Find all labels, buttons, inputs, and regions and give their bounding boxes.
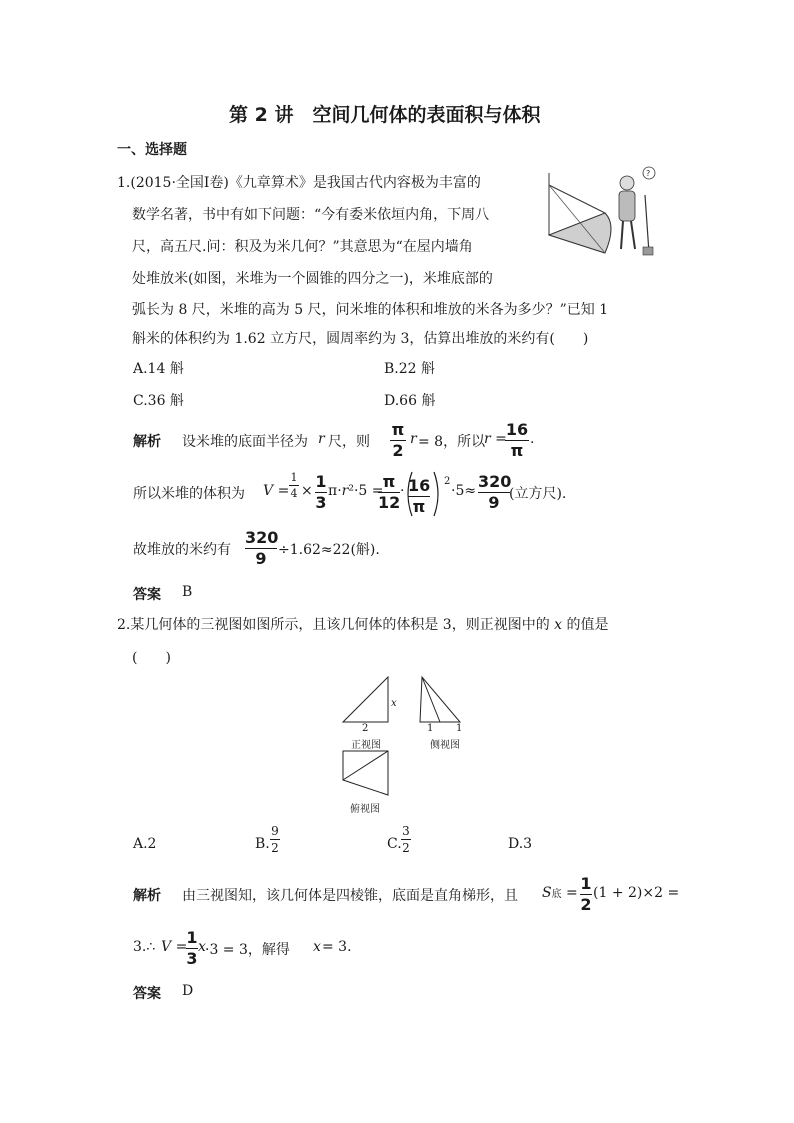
q2-var-v: V = bbox=[161, 939, 188, 955]
label-x: x bbox=[391, 698, 397, 709]
q1-option-a: A.14 斛 bbox=[133, 361, 184, 377]
label-top-view: 俯视图 bbox=[350, 804, 380, 815]
q2-analysis-text: (1 + 2)×2 = bbox=[593, 885, 680, 901]
q2-option-d: D.3 bbox=[508, 836, 533, 852]
q2-analysis-label: 解析 bbox=[133, 888, 161, 904]
svg-text:?: ? bbox=[646, 169, 651, 178]
label-front-view: 正视图 bbox=[351, 740, 381, 751]
q1-expr: π·r²·5 = bbox=[328, 483, 384, 499]
q1-line: 1.(2015·全国Ⅰ卷)《九章算术》是我国古代内容极为丰富的 bbox=[117, 175, 481, 191]
q2-analysis-text: = 3. bbox=[322, 939, 352, 955]
q1-analysis-text: 故堆放的米约有 bbox=[133, 542, 231, 558]
fraction-320-over-9: 320 9 bbox=[245, 528, 279, 568]
q2-analysis-text: 由三视图知，该几何体是四棱锥，底面是直角梯形，且 bbox=[182, 888, 518, 904]
label-side-view: 侧视图 bbox=[430, 740, 460, 751]
q2-var-x: x bbox=[313, 939, 321, 955]
label-one-b: 1 bbox=[456, 723, 463, 734]
section-heading: 一、选择题 bbox=[117, 142, 187, 158]
q1-var-r: r bbox=[318, 431, 325, 447]
q1-times: × bbox=[301, 483, 313, 499]
q2-line: ( ) bbox=[132, 650, 171, 666]
fraction-320-over-9: 320 9 bbox=[478, 472, 512, 512]
fraction-3-over-2: 3 2 bbox=[402, 824, 410, 855]
q1-var-r: r = bbox=[484, 431, 507, 447]
q1-dot: · bbox=[400, 483, 405, 499]
q1-analysis-text: 所以米堆的体积为 bbox=[133, 486, 245, 502]
q1-expr: ·5≈ bbox=[451, 483, 477, 499]
q2-option-a: A.2 bbox=[133, 836, 157, 852]
q2-var-s: S底 = bbox=[542, 885, 578, 901]
q2-option-c: C. bbox=[387, 836, 402, 852]
q1-analysis-label: 解析 bbox=[133, 434, 161, 450]
q2-answer-label: 答案 bbox=[133, 986, 161, 1002]
q2-analysis-text: 3.∴ bbox=[133, 939, 156, 955]
fraction-16-over-pi: 16 π bbox=[408, 476, 431, 516]
paren-right bbox=[432, 470, 444, 518]
q1-answer: B bbox=[182, 584, 193, 600]
q1-line: 处堆放米(如图，米堆为一个圆锥的四分之一)，米堆底部的 bbox=[132, 271, 493, 287]
q1-analysis-text: ÷1.62≈22(斛). bbox=[278, 542, 380, 558]
q1-var-r: r bbox=[410, 431, 417, 447]
q1-analysis-text: 尺，则 bbox=[328, 434, 370, 450]
label-one-a: 1 bbox=[427, 723, 434, 734]
q1-analysis-text: = 8，所以 bbox=[418, 434, 486, 450]
fraction-1-over-3: 1 3 bbox=[315, 472, 327, 512]
page-title: 第 2 讲 空间几何体的表面积与体积 bbox=[229, 104, 541, 126]
q1-var-v: V = bbox=[263, 483, 290, 499]
fraction-1-over-2: 1 2 bbox=[580, 874, 592, 914]
q1-option-c: C.36 斛 bbox=[133, 393, 184, 409]
fraction-9-over-2: 9 2 bbox=[271, 824, 279, 855]
q2-line: 2.某几何体的三视图如图所示，且该几何体的体积是 3，则正视图中的 x 的值是 bbox=[117, 617, 609, 633]
q2-analysis-text: ·3 = 3，解得 bbox=[205, 942, 290, 958]
q1-analysis-text: (立方尺). bbox=[509, 486, 567, 502]
q2-var-x: x bbox=[198, 939, 206, 955]
fraction-pi-over-2: π 2 bbox=[391, 420, 405, 460]
q2-option-b: B. bbox=[255, 836, 270, 852]
q1-line: 数学名著，书中有如下问题：“今有委米依垣内角，下周八 bbox=[132, 207, 490, 223]
label-two: 2 bbox=[362, 723, 369, 734]
q1-exponent: 2 bbox=[444, 476, 451, 487]
q1-line: 斛米的体积约为 1.62 立方尺，圆周率约为 3，估算出堆放的米约有( ) bbox=[132, 331, 589, 347]
q1-option-b: B.22 斛 bbox=[384, 361, 436, 377]
q1-analysis-text: 设米堆的底面半径为 bbox=[182, 434, 308, 450]
rice-pile-illustration bbox=[545, 165, 665, 260]
fraction-pi-over-12: π 12 bbox=[378, 472, 401, 512]
q1-line: 尺，高五尺.问：积及为米几何？”其意思为“在屋内墙角 bbox=[132, 239, 473, 255]
fraction-1-over-4: 1 4 bbox=[290, 471, 298, 500]
q1-answer-label: 答案 bbox=[133, 587, 161, 603]
q2-answer: D bbox=[182, 983, 194, 999]
q1-punct: . bbox=[530, 431, 535, 447]
q1-line: 弧长为 8 尺，米堆的高为 5 尺，问米堆的体积和堆放的米各为多少？”已知 1 bbox=[132, 302, 609, 318]
fraction-1-over-3: 1 3 bbox=[186, 928, 198, 968]
fraction-16-over-pi: 16 π bbox=[505, 420, 529, 460]
q1-option-d: D.66 斛 bbox=[384, 393, 436, 409]
